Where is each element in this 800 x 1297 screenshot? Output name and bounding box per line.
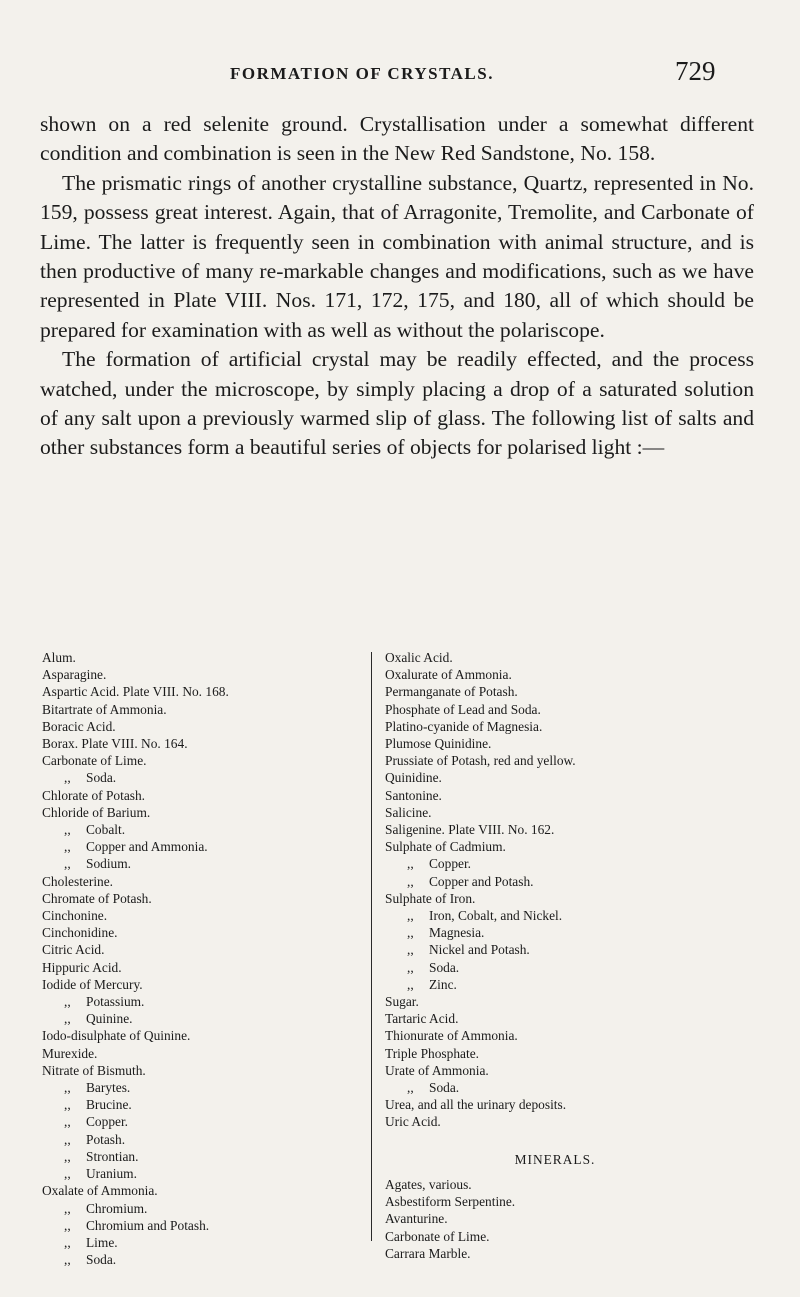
- list-item: [385, 1079, 765, 1096]
- ditto-mark: ,,: [407, 856, 414, 872]
- list-item: [42, 838, 362, 855]
- minerals-list: [385, 1176, 765, 1262]
- list-item: [385, 941, 765, 958]
- ditto-mark: ,,: [407, 925, 414, 941]
- ditto-mark: ,,: [407, 959, 414, 975]
- list-item: [385, 1062, 765, 1079]
- list-item-text: Hippuric Acid.: [42, 959, 122, 975]
- list-item: [385, 1210, 765, 1227]
- minerals-heading: MINERALS.: [514, 1151, 596, 1167]
- list-item-text: Chromate of Potash.: [42, 890, 152, 906]
- list-item: [385, 1176, 765, 1193]
- paragraph: The formation of artificial crystal may be readily effected, and the process watched, under the microscope, by simply placing a drop of a saturated solution of any salt upon a previously warmed slip of glass. The following list of salts and other substances form a beautiful series of objects for polarised light :—: [40, 347, 754, 460]
- list-item: [42, 769, 362, 786]
- list-item-text: Oxalurate of Ammonia.: [385, 667, 512, 683]
- list-item-text: Quinine.: [86, 1011, 133, 1027]
- list-item: [385, 804, 765, 821]
- list-item: [42, 1251, 362, 1268]
- list-item: [385, 787, 765, 804]
- list-item: [42, 1131, 362, 1148]
- ditto-mark: ,,: [64, 994, 71, 1010]
- list-item: [42, 1010, 362, 1027]
- list-item-text: Chlorate of Potash.: [42, 787, 146, 803]
- list-item-text: Barytes.: [86, 1080, 131, 1096]
- ditto-mark: ,,: [64, 1097, 71, 1113]
- column-rule: [371, 652, 372, 1241]
- list-item: [385, 666, 765, 683]
- list-item: [42, 683, 362, 700]
- list-item: [42, 924, 362, 941]
- list-item: [42, 1079, 362, 1096]
- list-item-text: Prussiate of Potash, red and yellow.: [385, 753, 576, 769]
- list-item: [385, 924, 765, 941]
- ditto-mark: ,,: [64, 770, 71, 786]
- ditto-mark: ,,: [407, 942, 414, 958]
- list-item-text: Magnesia.: [429, 925, 485, 941]
- list-item: [385, 718, 765, 735]
- page-number: 729: [675, 56, 716, 86]
- list-item-text: Copper and Ammonia.: [86, 839, 208, 855]
- list-item-text: Soda.: [86, 1252, 117, 1268]
- list-item-text: Copper.: [429, 856, 472, 872]
- ditto-mark: ,,: [407, 976, 414, 992]
- list-item: [385, 1228, 765, 1245]
- list-item-text: Asbestiform Serpentine.: [385, 1194, 516, 1210]
- list-item-text: Citric Acid.: [42, 942, 105, 958]
- list-item: [385, 701, 765, 718]
- list-item-text: Asparagine.: [42, 667, 107, 683]
- list-item-text: Avanturine.: [385, 1211, 448, 1227]
- ditto-mark: ,,: [407, 1080, 414, 1096]
- list-item-text: Iron, Cobalt, and Nickel.: [429, 908, 563, 924]
- ditto-mark: ,,: [407, 908, 414, 924]
- list-item-text: Permanganate of Potash.: [385, 684, 518, 700]
- list-item-text: Copper and Potash.: [429, 873, 534, 889]
- list-item-text: Strontian.: [86, 1148, 139, 1164]
- list-item: [42, 666, 362, 683]
- list-item-text: Carbonate of Lime.: [42, 753, 147, 769]
- list-item: [42, 735, 362, 752]
- ditto-mark: ,,: [64, 1011, 71, 1027]
- list-item: [385, 907, 765, 924]
- list-item-text: Chromium and Potash.: [86, 1217, 210, 1233]
- list-item: [42, 1096, 362, 1113]
- list-item-text: Chloride of Barium.: [42, 804, 151, 820]
- list-item-text: Soda.: [429, 1080, 460, 1096]
- list-item-text: Oxalate of Ammonia.: [42, 1183, 158, 1199]
- list-item: [385, 855, 765, 872]
- list-item-text: Platino-cyanide of Magnesia.: [385, 718, 543, 734]
- list-item-text: Nickel and Potash.: [429, 942, 530, 958]
- list-item-text: Soda.: [86, 770, 117, 786]
- list-item-text: Copper.: [86, 1114, 129, 1130]
- list-item-text: Santonine.: [385, 787, 442, 803]
- list-item: [385, 1096, 765, 1113]
- list-item: [42, 873, 362, 890]
- list-item: [42, 941, 362, 958]
- list-item: [385, 735, 765, 752]
- list-item-text: Quinidine.: [385, 770, 442, 786]
- list-item-text: Oxalic Acid.: [385, 650, 453, 665]
- list-item: [385, 1027, 765, 1044]
- list-item-text: Chromium.: [86, 1200, 148, 1216]
- list-item: [42, 1148, 362, 1165]
- salt-list-right: [385, 649, 765, 1262]
- ditto-mark: ,,: [64, 1166, 71, 1182]
- paragraph: shown on a red selenite ground. Crystallisation under a somewhat different condition and combination is seen in the New Red Sandstone, No. 158.: [40, 112, 754, 166]
- list-item: [42, 976, 362, 993]
- ditto-mark: ,,: [64, 822, 71, 838]
- list-item-text: Urea, and all the urinary deposits.: [385, 1097, 567, 1113]
- list-item: [42, 1165, 362, 1182]
- list-item: [42, 907, 362, 924]
- list-item-text: Agates, various.: [385, 1176, 472, 1192]
- list-item: [42, 855, 362, 872]
- list-item-text: Tartaric Acid.: [385, 1011, 459, 1027]
- list-item: [385, 993, 765, 1010]
- list-item-text: Triple Phosphate.: [385, 1045, 479, 1061]
- list-item: [385, 1045, 765, 1062]
- ditto-mark: ,,: [64, 1234, 71, 1250]
- list-item-text: Murexide.: [42, 1045, 98, 1061]
- list-item: [42, 959, 362, 976]
- list-item-text: Thionurate of Ammonia.: [385, 1028, 518, 1044]
- body-text: [40, 110, 754, 463]
- list-item-text: Lime.: [86, 1234, 118, 1250]
- list-item: [385, 752, 765, 769]
- ditto-mark: ,,: [64, 856, 71, 872]
- list-item: [385, 873, 765, 890]
- list-item-text: Cholesterine.: [42, 873, 114, 889]
- list-item-text: Uranium.: [86, 1166, 137, 1182]
- list-item-text: Potash.: [86, 1131, 126, 1147]
- list-item-text: Cinchonine.: [42, 908, 108, 924]
- list-item-text: Uric Acid.: [385, 1114, 441, 1130]
- ditto-mark: ,,: [64, 1131, 71, 1147]
- ditto-mark: ,,: [64, 1080, 71, 1096]
- list-item: [385, 976, 765, 993]
- list-item: [42, 890, 362, 907]
- list-item: [42, 787, 362, 804]
- list-item-text: Borax. Plate VIII. No. 164.: [42, 736, 188, 752]
- list-item-text: Saligenine. Plate VIII. No. 162.: [385, 822, 555, 838]
- list-item-text: Brucine.: [86, 1097, 132, 1113]
- list-item-text: Potassium.: [86, 994, 145, 1010]
- list-item-text: Soda.: [429, 959, 460, 975]
- list-item: [385, 769, 765, 786]
- ditto-mark: ,,: [64, 1200, 71, 1216]
- list-item: [42, 701, 362, 718]
- list-item-text: Aspartic Acid. Plate VIII. No. 168.: [42, 684, 229, 700]
- list-item-text: Sugar.: [385, 994, 419, 1010]
- list-item-text: Urate of Ammonia.: [385, 1062, 489, 1078]
- list-item-text: Carbonate of Lime.: [385, 1228, 490, 1244]
- list-item-text: Alum.: [42, 650, 76, 665]
- list-item: [385, 838, 765, 855]
- list-item-text: Phosphate of Lead and Soda.: [385, 701, 541, 717]
- list-item-text: Zinc.: [429, 976, 457, 992]
- ditto-mark: ,,: [64, 1148, 71, 1164]
- running-title: FORMATION OF CRYSTALS.: [230, 64, 494, 83]
- list-item-text: Sulphate of Cadmium.: [385, 839, 506, 855]
- list-item: [385, 1113, 765, 1130]
- list-item-text: Carrara Marble.: [385, 1245, 471, 1261]
- list-item: [42, 1113, 362, 1130]
- salt-list-right-items: [385, 649, 765, 1131]
- ditto-mark: ,,: [64, 1114, 71, 1130]
- list-item-text: Iodo-disulphate of Quinine.: [42, 1028, 191, 1044]
- list-item: [42, 1027, 362, 1044]
- list-item: [385, 821, 765, 838]
- list-item-text: Cinchonidine.: [42, 925, 118, 941]
- list-item: [42, 1200, 362, 1217]
- ditto-mark: ,,: [64, 1252, 71, 1268]
- list-item: [42, 718, 362, 735]
- list-item: [42, 1045, 362, 1062]
- list-item: [42, 649, 362, 666]
- list-item-text: Boracic Acid.: [42, 718, 116, 734]
- list-item: [385, 890, 765, 907]
- list-item-text: Iodide of Mercury.: [42, 976, 143, 992]
- ditto-mark: ,,: [64, 839, 71, 855]
- list-item: [385, 683, 765, 700]
- paragraph: The prismatic rings of another crystalline substance, Quartz, represented in No. 159, possess great interest. Again, that of Arragonite, Tremolite, and Carbonate of Lime. The latter is frequently seen in combination with animal structure, and is then productive of many re-markable changes and modifications, such as we have represented in Plate VIII. Nos. 171, 172, 175, and 180, all of which should be prepared for examination with as well as without the polariscope.: [40, 170, 754, 342]
- list-item-text: Plumose Quinidine.: [385, 736, 492, 752]
- list-item: [385, 1010, 765, 1027]
- list-item: [42, 1217, 362, 1234]
- salt-list-left: [42, 649, 362, 1268]
- list-item: [42, 752, 362, 769]
- list-item: [385, 649, 765, 666]
- list-item: [42, 1182, 362, 1199]
- ditto-mark: ,,: [64, 1217, 71, 1233]
- list-item: [42, 993, 362, 1010]
- list-item-text: Cobalt.: [86, 822, 126, 838]
- list-item-text: Salicine.: [385, 804, 432, 820]
- list-item: [42, 821, 362, 838]
- list-item-text: Sodium.: [86, 856, 132, 872]
- list-item: [42, 804, 362, 821]
- list-item: [385, 1245, 765, 1262]
- list-item: [385, 1193, 765, 1210]
- list-item: [42, 1062, 362, 1079]
- running-head: [0, 56, 800, 96]
- list-item: [385, 959, 765, 976]
- ditto-mark: ,,: [407, 873, 414, 889]
- list-item: [42, 1234, 362, 1251]
- list-item-text: Nitrate of Bismuth.: [42, 1062, 146, 1078]
- list-item-text: Bitartrate of Ammonia.: [42, 701, 167, 717]
- list-item-text: Sulphate of Iron.: [385, 890, 476, 906]
